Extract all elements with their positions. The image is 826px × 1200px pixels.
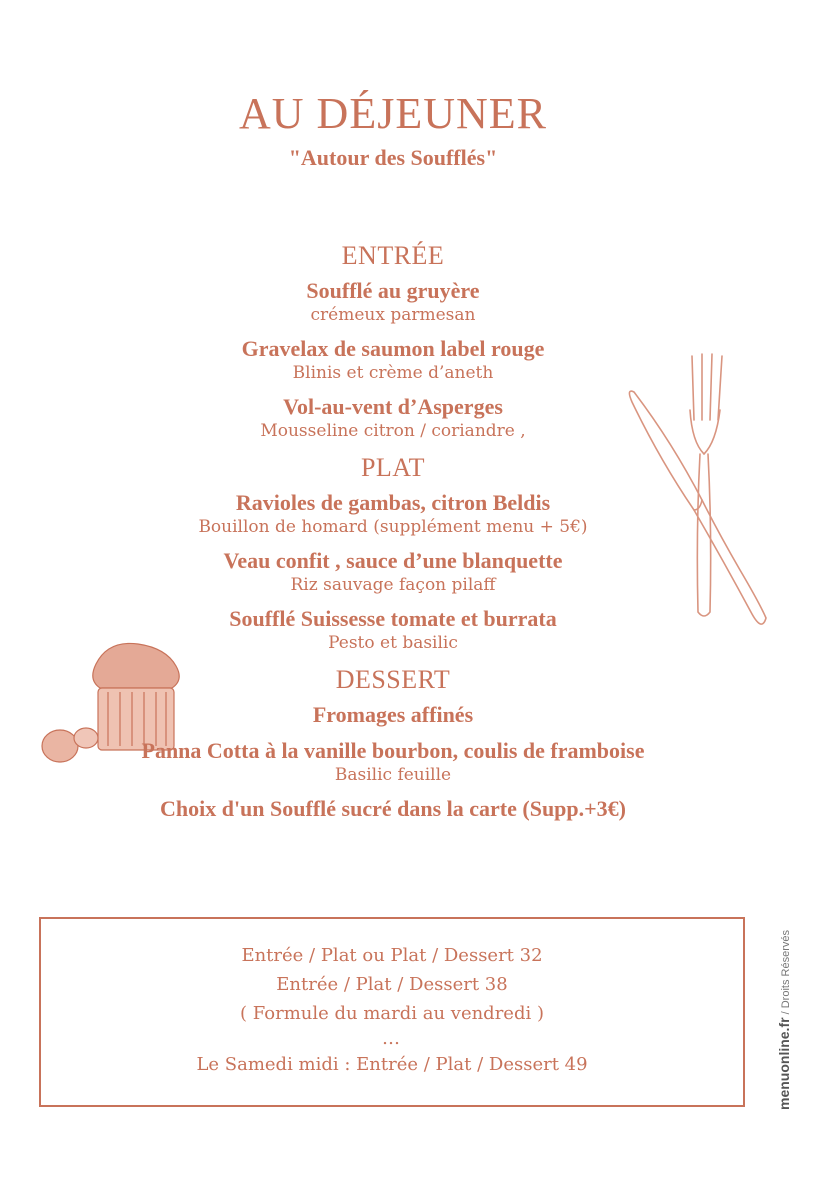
menu-item xyxy=(0,738,786,786)
page-title: AU DÉJEUNER xyxy=(239,89,547,138)
menu-content xyxy=(0,240,786,832)
credit-text: / Droits Réservés xyxy=(780,930,792,1018)
menu-item xyxy=(0,336,786,384)
dish-description: Pesto et basilic xyxy=(328,633,458,653)
page-subtitle: "Autour des Soufflés" xyxy=(288,145,498,170)
section-title: ENTRÉE xyxy=(341,241,445,270)
dish-name: Soufflé Suissesse tomate et burrata xyxy=(229,606,557,631)
formula-line: ( Formule du mardi au vendredi ) xyxy=(240,1003,544,1024)
dish-name: Vol-au-vent d’Asperges xyxy=(283,394,503,419)
formula-line: Entrée / Plat / Dessert 38 xyxy=(276,974,508,995)
menu-item xyxy=(0,548,786,596)
menu-item xyxy=(0,278,786,326)
section-entree xyxy=(0,240,786,442)
dish-description: Bouillon de homard (supplément menu + 5€) xyxy=(198,517,588,537)
formula-line: Entrée / Plat ou Plat / Dessert 32 xyxy=(241,945,543,966)
dish-name: Gravelax de saumon label rouge xyxy=(241,336,545,361)
dish-name: Panna Cotta à la vanille bourbon, coulis de framboise xyxy=(141,738,645,763)
menu-item xyxy=(0,394,786,442)
section-title: DESSERT xyxy=(335,665,451,694)
dish-name: Soufflé au gruyère xyxy=(306,278,480,303)
section-dessert xyxy=(0,664,786,822)
copyright-credit xyxy=(776,930,792,1110)
formula-box xyxy=(39,917,745,1107)
menu-item xyxy=(0,702,786,728)
dish-name: Choix d'un Soufflé sucré dans la carte (Supp.+3€) xyxy=(159,796,627,821)
menu-item xyxy=(0,796,786,822)
dish-description: Mousseline citron / coriandre , xyxy=(260,421,526,441)
dish-description: Riz sauvage façon pilaff xyxy=(290,575,496,595)
dish-description: crémeux parmesan xyxy=(310,305,476,325)
menuonline-logo: menuonline.fr xyxy=(776,1017,792,1110)
dish-name: Veau confit , sauce d’une blanquette xyxy=(223,548,563,573)
section-title: PLAT xyxy=(360,453,426,482)
section-plat xyxy=(0,452,786,654)
dish-description: Blinis et crème d’aneth xyxy=(292,363,494,383)
dish-name: Ravioles de gambas, citron Beldis xyxy=(235,490,551,515)
menu-item xyxy=(0,606,786,654)
dish-name: Fromages affinés xyxy=(312,702,474,727)
dish-description: Basilic feuille xyxy=(334,765,452,785)
menu-item xyxy=(0,490,786,538)
formula-separator: … xyxy=(382,1028,402,1049)
formula-line: Le Samedi midi : Entrée / Plat / Dessert 49 xyxy=(196,1054,588,1075)
